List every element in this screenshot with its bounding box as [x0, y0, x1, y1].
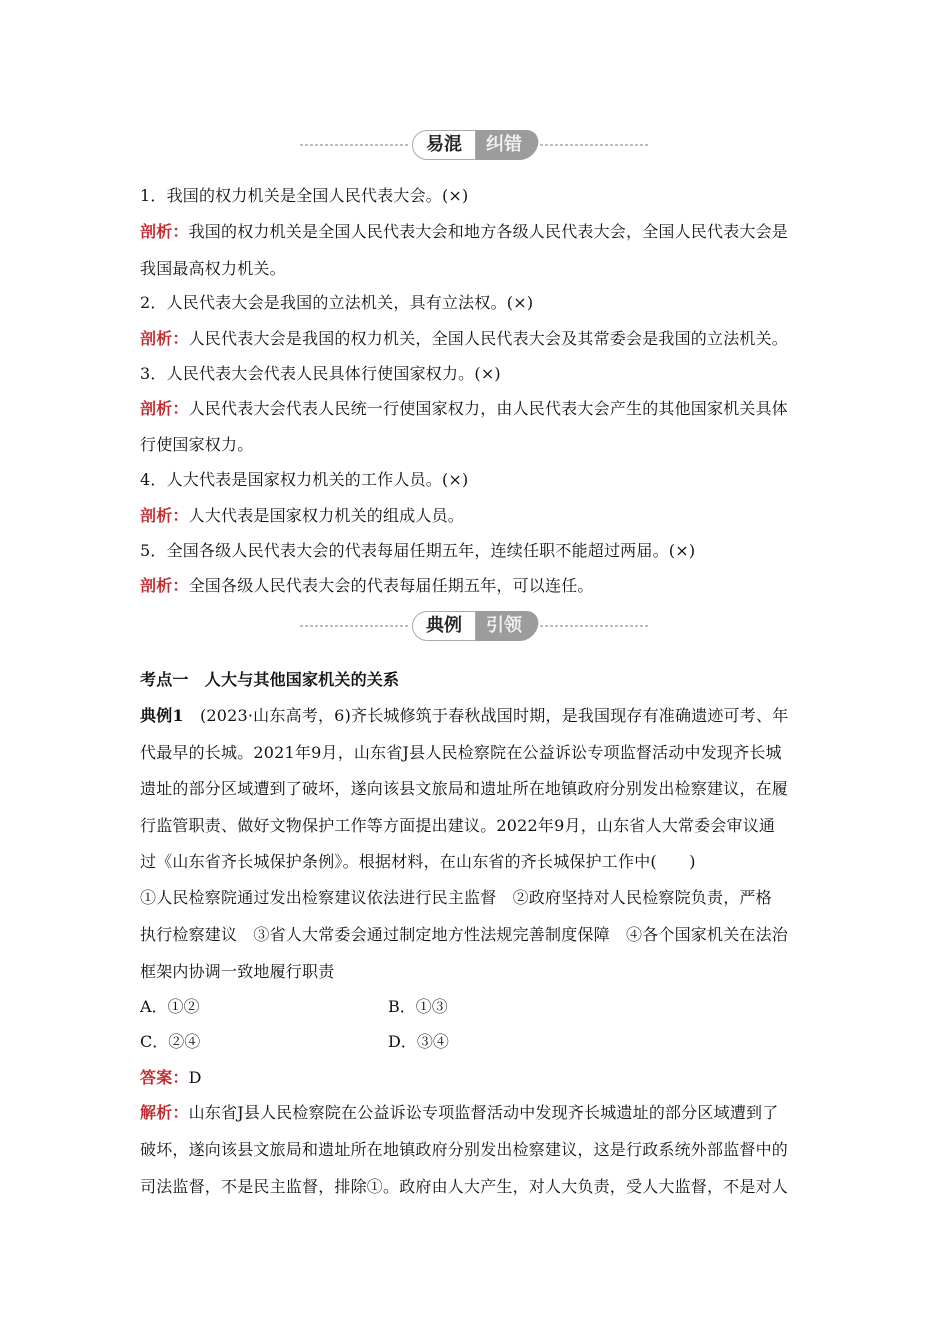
option-d: D．③④ — [388, 1032, 449, 1051]
analysis-text: 人民代表大会是我国的权力机关，全国人民代表大会及其常委会是我国的立法机关。 — [188, 329, 789, 348]
analysis-label: 剖析： — [140, 506, 189, 525]
banner-left-text: 典例 — [412, 611, 476, 641]
banner-right-text: 纠错 — [486, 134, 522, 155]
error-statement-1: 1．我国的权力机关是全国人民代表大会。(×) — [140, 186, 469, 205]
analysis-text: 全国各级人民代表大会的代表每届任期五年，可以连任。 — [188, 576, 594, 595]
section-banner-errors — [300, 128, 650, 162]
statement-line-2: 执行检察建议 ③省人大常委会通过制定地方性法规完善制度保障 ④各个国家机关在法治 — [140, 925, 789, 944]
error-statement-4: 4．人大代表是国家权力机关的工作人员。(×) — [140, 470, 469, 489]
statement-line-1: ①人民检察院通过发出检察建议依法进行民主监督 ②政府坚持对人民检察院负责，严格 — [140, 888, 772, 907]
analysis-label: 剖析： — [140, 329, 189, 348]
analysis-text: 人大代表是国家权力机关的组成人员。 — [188, 506, 465, 525]
error-analysis-1 — [140, 222, 812, 242]
banner-divider-right — [540, 625, 650, 627]
error-statement-2: 2．人民代表大会是我国的立法机关，具有立法权。(×) — [140, 293, 534, 312]
example-line-1 — [140, 706, 812, 726]
analysis-label: 剖析： — [140, 399, 189, 418]
banner-divider-left — [300, 625, 410, 627]
option-a: A．①② — [140, 997, 200, 1016]
error-statement-5: 5．全国各级人民代表大会的代表每届任期五年，连续任职不能超过两届。(×) — [140, 541, 696, 560]
example-text: (2023·山东高考，6)齐长城修筑于春秋战国时期，是我国现存有准确遗迹可考、年 — [199, 706, 789, 725]
error-statement-3: 3．人民代表大会代表人民具体行使国家权力。(×) — [140, 364, 501, 383]
answer-label: 答案： — [140, 1068, 189, 1087]
banner-divider-left — [300, 144, 410, 146]
statement-line-3: 框架内协调一致地履行职责 — [140, 962, 335, 981]
option-c: C．②④ — [140, 1032, 201, 1051]
error-analysis-5 — [140, 576, 812, 596]
answer-line — [140, 1068, 812, 1088]
answer-value: D — [188, 1068, 202, 1087]
banner-pill — [412, 130, 538, 160]
error-analysis-4 — [140, 506, 812, 526]
explanation-line-1 — [140, 1103, 812, 1123]
analysis-label: 剖析： — [140, 222, 189, 241]
error-analysis-3-cont: 行使国家权力。 — [140, 435, 254, 454]
explanation-line-2: 破坏，遂向该县文旅局和遗址所在地镇政府分别发出检察建议，这是行政系统外部监督中的 — [140, 1140, 789, 1159]
analysis-text: 我国的权力机关是全国人民代表大会和地方各级人民代表大会，全国人民代表大会是 — [188, 222, 789, 241]
error-analysis-1-cont: 我国最高权力机关。 — [140, 259, 286, 278]
example-line-3: 遗址的部分区域遭到了破坏，遂向该县文旅局和遗址所在地镇政府分别发出检察建议，在履 — [140, 779, 789, 798]
example-label: 典例1 — [140, 706, 184, 725]
option-b: B．①③ — [388, 997, 448, 1016]
explanation-line-3: 司法监督，不是民主监督，排除①。政府由人大产生，对人大负责，受人大监督，不是对人 — [140, 1177, 789, 1196]
banner-pill — [412, 611, 538, 641]
analysis-label: 剖析： — [140, 576, 189, 595]
banner-divider-right — [540, 144, 650, 146]
example-line-5: 过《山东省齐长城保护条例》。根据材料，在山东省的齐长城保护工作中( ) — [140, 852, 696, 871]
explanation-text: 山东省J县人民检察院在公益诉讼专项监督活动中发现齐长城遗址的部分区域遭到了 — [188, 1103, 779, 1122]
section-banner-examples — [300, 609, 650, 643]
error-analysis-3 — [140, 399, 812, 419]
error-analysis-2 — [140, 329, 812, 349]
banner-left-text: 易混 — [412, 130, 476, 160]
section-title: 考点一 人大与其他国家机关的关系 — [140, 670, 400, 689]
banner-pill-right — [467, 611, 541, 641]
banner-right-text: 引领 — [486, 615, 522, 636]
example-line-4: 行监管职责、做好文物保护工作等方面提出建议。2022年9月，山东省人大常委会审议通 — [140, 816, 776, 835]
explanation-label: 解析： — [140, 1103, 189, 1122]
example-line-2: 代最早的长城。2021年9月，山东省J县人民检察院在公益诉讼专项监督活动中发现齐长城 — [140, 743, 782, 762]
banner-pill-right — [467, 130, 541, 160]
analysis-text: 人民代表大会代表人民统一行使国家权力，由人民代表大会产生的其他国家机关具体 — [188, 399, 789, 418]
